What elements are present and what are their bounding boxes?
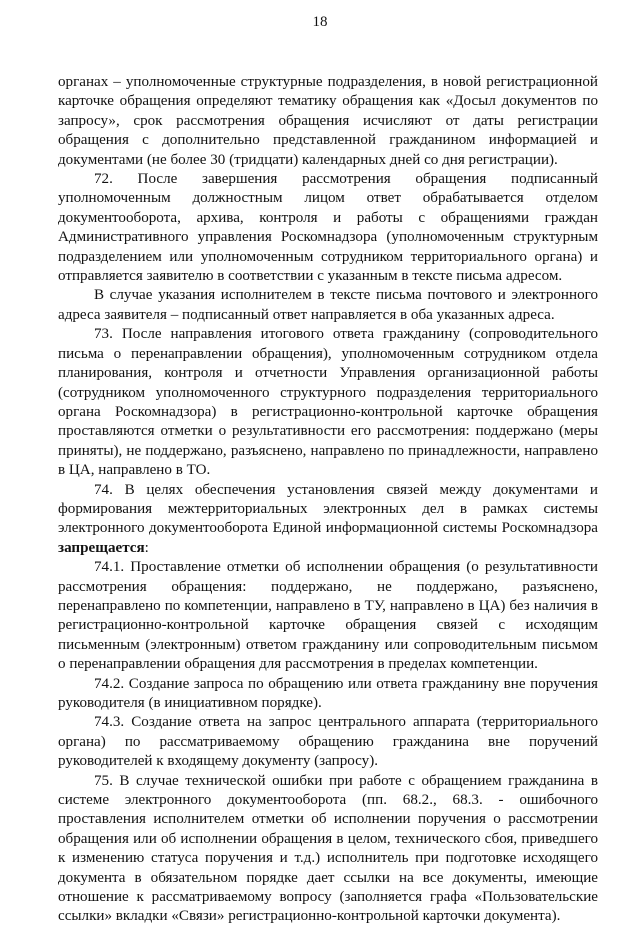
- paragraph-72-addendum: В случае указания исполнителем в тексте письма почтового и электронного адреса заявителя – подписанный ответ направляется в оба указанных адреса.: [58, 287, 598, 323]
- paragraph-74-3: 74.3. Создание ответа на запрос центрального аппарата (территориального органа) по рассматриваемому обращению гражданина вне поручений руководителей к входящему документу (запросу).: [58, 714, 598, 770]
- paragraph-74-text: 74. В целях обеспечения установления связей между документами и формирования межтерриториальных электронных дел в рамках системы электронного документооборота Единой информационной системы Роскомнадзора: [58, 481, 598, 537]
- paragraph-73: 73. После направления итогового ответа гражданину (сопроводительного письма о перенаправлении обращения), уполномоченным сотрудником отдела планирования, контроля и отчетности Управления организационной работы (сотрудником уполномоченного структурного подразделения территориального органа Роскомнадзора) в регистрационно-контрольной карточке обращения проставляются отметки о результативности его рассмотрения: поддержано (меры приняты), не поддержано, разъяснено, направлено по принадлежности, направлено в ЦА, направлено в ТО.: [58, 326, 598, 479]
- page-number: 18: [312, 14, 328, 30]
- paragraph-74: [58, 481, 598, 559]
- paragraph-74-2: 74.2. Создание запроса по обращению или ответа гражданину вне поручения руководителя (в инициативном порядке).: [58, 675, 598, 711]
- paragraph-75: 75. В случае технической ошибки при работе с обращением гражданина в системе электронного документооборота (пп. 68.2., 68.3. - ошибочного проставления исполнителем отметки об исполнении поручения о рассмотрении обращения или об исполнении обращения в целом, технического сбоя, приведшего к изменению статуса поручения и т.д.) исполнитель при подготовке исходящего документа в обязательном порядке дает ссылки на все документы, имеющие отношение к рассматриваемому вопросу (заполняется графа «Пользовательские ссылки» вкладки «Связи» регистрационно-контрольной карточки документа).: [58, 772, 598, 925]
- paragraph-72: 72. После завершения рассмотрения обращения подписанный уполномоченным должностным лицом ответ обрабатывается отделом документооборота, архива, контроля и работы с обращениями граждан Административного управления Роскомнадзора (уполномоченным структурным подразделением или уполномоченным сотрудником территориального органа) и отправляется заявителю в соответствии с указанным в тексте письма адресом.: [58, 171, 598, 285]
- paragraph-74-colon: :: [144, 539, 149, 556]
- document-body: [58, 73, 598, 927]
- paragraph-continuation: органах – уполномоченные структурные подразделения, в новой регистрационной карточке обращения определяют тематику обращения как «Досыл документов по запросу», срок рассмотрения обращения исчисляют от даты регистрации обращения с дополнительно представленной гражданином информацией и документами (не более 30 (тридцати) календарных дней со дня регистрации).: [58, 74, 598, 168]
- paragraph-74-emphasis: запрещается: [58, 539, 145, 556]
- paragraph-74-1: 74.1. Проставление отметки об исполнении обращения (о результативности рассмотрения обращения: поддержано, не поддержано, разъяснено, перенаправлено по компетенции, направлено в ТУ, направлено в ЦА) без наличия в регистрационно-контрольной карточке обращения связей с исходящим письменным (электронным) ответом гражданину или сопроводительным письмом о перенаправлении обращения для рассмотрения в пределах компетенции.: [58, 559, 598, 673]
